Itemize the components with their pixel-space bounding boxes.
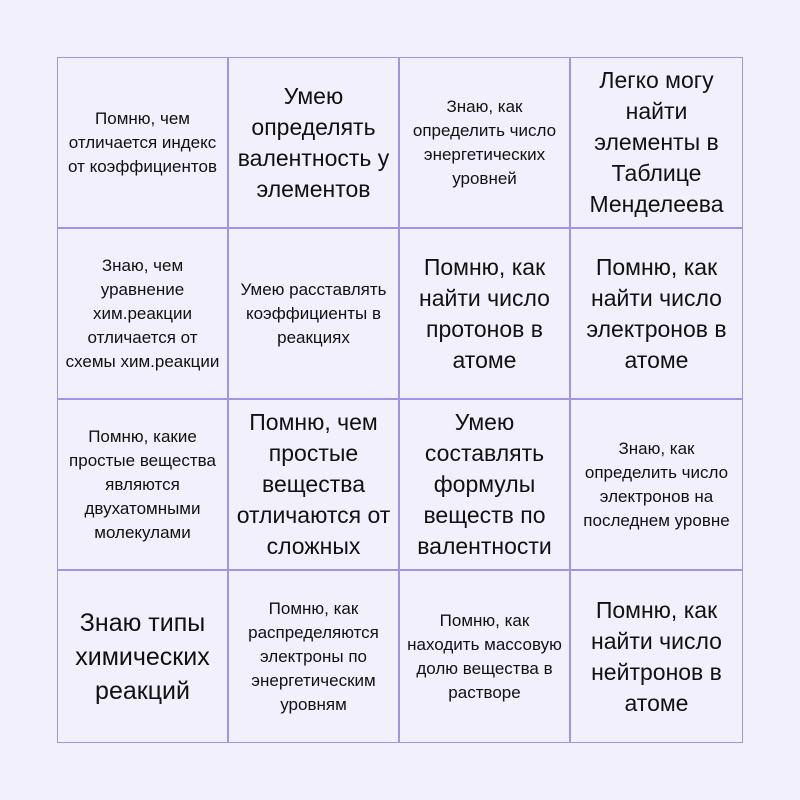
bingo-cell-text: Помню, чем простые вещества отличаются от сложных: [236, 409, 391, 559]
bingo-cell[interactable]: [571, 229, 742, 400]
bingo-cell[interactable]: [400, 58, 571, 229]
bingo-cell-text: Знаю, чем уравнение хим.реакции отличается от схемы хим.реакции: [65, 255, 220, 371]
bingo-cell-text: Помню, как находить массовую долю вещества в растворе: [407, 610, 562, 702]
bingo-cell[interactable]: [400, 229, 571, 400]
bingo-cell[interactable]: [400, 571, 571, 742]
bingo-cell-text: Умею расставлять коэффициенты в реакциях: [240, 279, 387, 347]
bingo-cell[interactable]: [571, 400, 742, 571]
bingo-cell[interactable]: [58, 400, 229, 571]
bingo-cell[interactable]: [571, 571, 742, 742]
bingo-cell[interactable]: [571, 58, 742, 229]
bingo-cell-text: Помню, как найти число электронов в атоме: [586, 253, 727, 373]
bingo-cell[interactable]: [229, 571, 400, 742]
bingo-cell-text: Легко могу найти элементы в Таблице Менделеева: [589, 67, 724, 217]
bingo-cell[interactable]: [229, 229, 400, 400]
bingo-cell-text: Помню, чем отличается индекс от коэффициентов: [68, 108, 217, 176]
bingo-cell[interactable]: [229, 58, 400, 229]
bingo-cell-text: Умею определять валентность у элементов: [237, 82, 390, 202]
bingo-cell[interactable]: [58, 58, 229, 229]
bingo-cell-text: Помню, какие простые вещества являются двухатомными молекулами: [69, 426, 216, 542]
bingo-cell-text: Помню, как найти число протонов в атоме: [419, 253, 550, 373]
bingo-cell[interactable]: [58, 571, 229, 742]
bingo-cell-text: Знаю типы химических реакций: [75, 608, 210, 705]
bingo-board: [57, 57, 743, 743]
bingo-cell-text: Знаю, как определить число энергетических уровней: [412, 96, 557, 188]
bingo-cell-text: Помню, как распределяются электроны по энергетическим уровням: [248, 598, 379, 714]
bingo-cell-text: Умею составлять формулы веществ по валентности: [417, 409, 552, 559]
bingo-cell[interactable]: [400, 400, 571, 571]
bingo-cell[interactable]: [58, 229, 229, 400]
bingo-cell[interactable]: [229, 400, 400, 571]
bingo-cell-text: Помню, как найти число нейтронов в атоме: [591, 596, 722, 716]
bingo-cell-text: Знаю, как определить число электронов на последнем уровне: [583, 438, 730, 530]
